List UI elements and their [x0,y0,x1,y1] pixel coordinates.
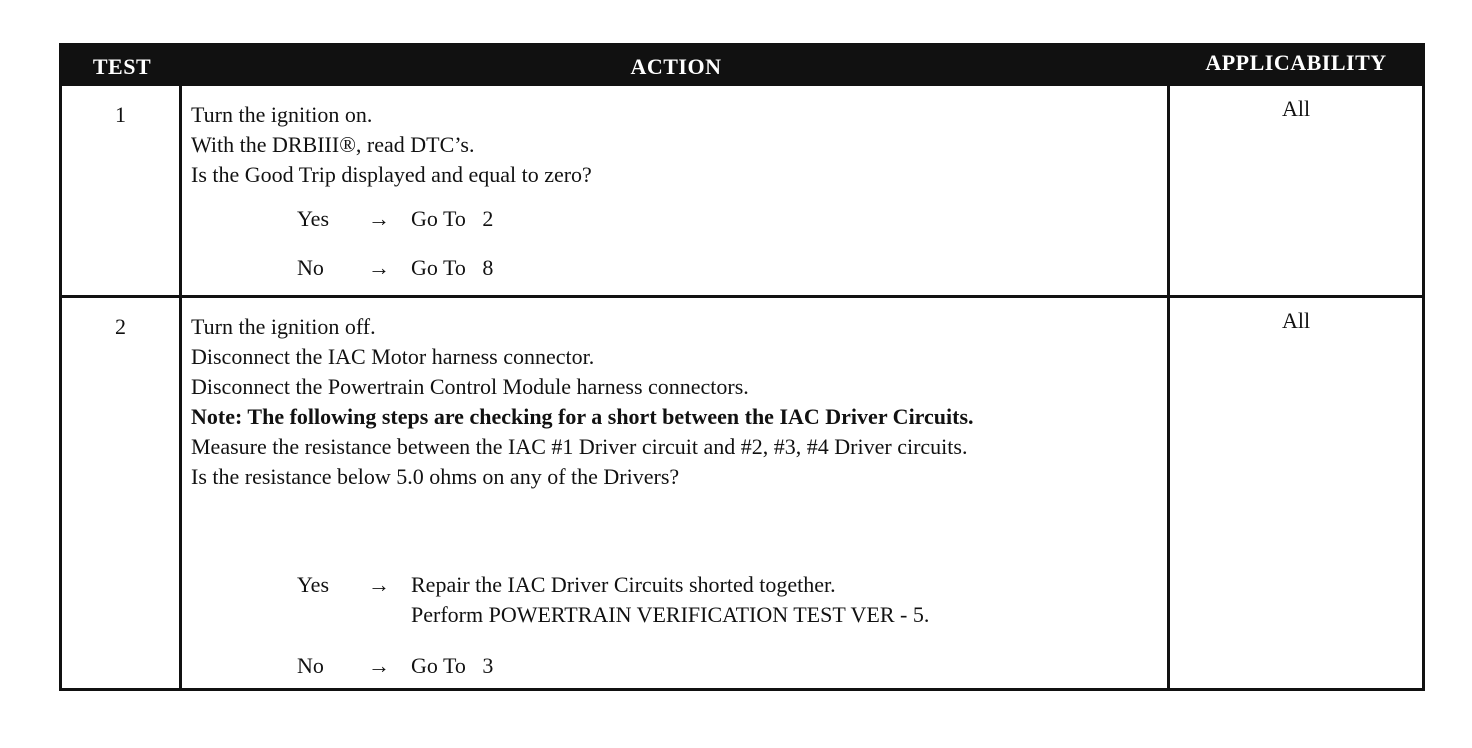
answer-yes [297,570,929,630]
answer-label: Yes [297,206,330,231]
applicability-cell [1170,298,1422,688]
answer-destination-block [411,570,929,630]
arrow-icon: → [368,206,390,231]
header-applicability: APPLICABILITY [1205,50,1387,75]
answer-destination: Repair the IAC Driver Circuits shorted together. [411,572,836,597]
arrow-icon: → [368,572,390,597]
test-number-cell [62,298,182,688]
answer-destination: Go To 8 [411,255,494,280]
note-text: Note: The following steps are checking for a short between the IAC Driver Circuits. [191,404,974,429]
answer-label: Yes [297,572,330,597]
arrow-icon: → [368,653,390,678]
action-cell [182,298,1170,688]
action-step: Disconnect the Powertrain Control Module harness connectors. [191,374,749,399]
arrow-icon: → [368,255,390,280]
test-number-cell [62,86,182,295]
measure-step: Measure the resistance between the IAC #1 Driver circuit and #2, #3, #4 Driver circuits. [191,434,968,459]
header-test: TEST [92,54,152,79]
action-step: With the DRBIII®, read DTC’s. [191,132,475,157]
test-number: 2 [115,314,126,339]
answer-destination: Perform POWERTRAIN VERIFICATION TEST VER - 5. [411,602,930,627]
question-text: Is the resistance below 5.0 ohms on any of the Drivers? [191,464,680,489]
answer-destination: Go To 3 [411,653,494,678]
answer-no [297,651,493,681]
answer-destination: Go To 2 [411,206,494,231]
answer-no [297,253,493,283]
diagnostic-table [59,43,1425,691]
test-number: 1 [115,102,126,127]
table-row [62,298,1422,688]
action-step: Turn the ignition on. [191,102,373,127]
action-step: Turn the ignition off. [191,314,376,339]
table-row [62,86,1422,298]
action-cell [182,86,1170,295]
action-step: Disconnect the IAC Motor harness connector. [191,344,595,369]
table-header [62,46,1422,86]
header-action: ACTION [630,54,722,79]
answer-label: No [297,653,324,678]
answer-yes [297,204,493,234]
applicability-value: All [1281,308,1311,333]
applicability-value: All [1281,96,1311,121]
action-step: Is the Good Trip displayed and equal to zero? [191,162,592,187]
applicability-cell [1170,86,1422,295]
answer-label: No [297,255,324,280]
